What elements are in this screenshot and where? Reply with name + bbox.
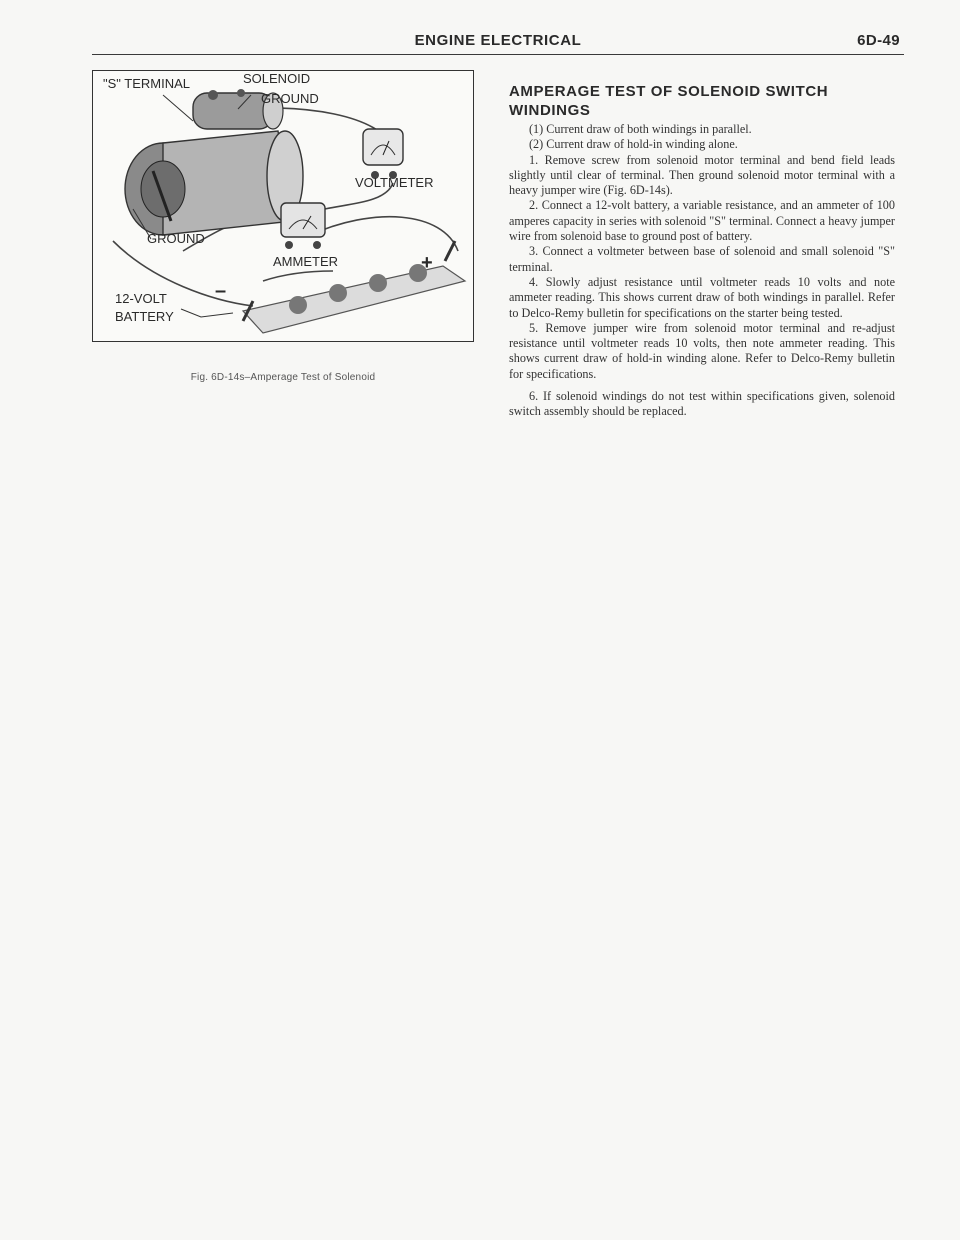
wiring-illustration: [93, 71, 473, 341]
motor-ground-label: GROUND: [147, 231, 205, 246]
page-header: [92, 30, 904, 55]
solenoid-test-figure: [92, 70, 474, 342]
negative-terminal-symbol: –: [215, 280, 227, 302]
voltmeter: [363, 129, 403, 179]
solenoid-ground-label: GROUND: [261, 91, 319, 106]
positive-terminal-symbol: +: [421, 252, 433, 274]
paragraph: (2) Current draw of hold-in winding alone.: [529, 137, 738, 152]
paragraph: 3. Connect a voltmeter between base of solenoid and small solenoid "S" terminal.: [509, 244, 895, 274]
section-title: ENGINE ELECTRICAL: [414, 32, 582, 49]
ammeter: [281, 203, 325, 249]
ammeter-label: AMMETER: [273, 254, 338, 269]
battery-label-line2: BATTERY: [115, 309, 174, 324]
paragraph: 6. If solenoid windings do not test within specifications given, solenoid switch assembly should be replaced.: [509, 389, 895, 419]
paragraph: 2. Connect a 12-volt battery, a variable resistance, and an ammeter of 100 amperes capacity in series with solenoid "S" terminal. Connect a heavy jumper wire from solenoid base to ground post of battery.: [509, 198, 895, 244]
paragraph: 5. Remove jumper wire from solenoid motor terminal and re-adjust resistance until voltmeter reads 10 volts, then note ammeter reading. This shows current draw of hold-in winding alone. Refer to Delco-Remy bulletin for specifications.: [509, 320, 895, 381]
procedure-section: [509, 82, 895, 420]
paragraph: 4. Slowly adjust resistance until voltmeter reads 10 volts and note ammeter reading. This shows current draw of both windings in parallel. Refer to Delco-Remy bulletin for specifications on the starter being tested.: [509, 274, 895, 320]
battery-label-line1: 12-VOLT: [115, 291, 167, 306]
solenoid-label: SOLENOID: [243, 71, 311, 86]
page-number: 6D-49: [857, 32, 900, 49]
section-heading: AMPERAGE TEST OF SOLENOID SWITCH WINDINGS: [509, 83, 829, 119]
s-terminal-label: "S" TERMINAL: [103, 76, 191, 91]
voltmeter-label: VOLTMETER: [355, 175, 434, 190]
starter-motor: [125, 131, 303, 235]
figure-caption: Fig. 6D-14s–Amperage Test of Solenoid: [190, 372, 376, 383]
paragraph: (1) Current draw of both windings in parallel.: [529, 122, 752, 136]
paragraph: 1. Remove screw from solenoid motor terminal and bend field leads slightly until clear of terminal. Then ground solenoid motor terminal with a heavy jumper wire (Fig. 6D-14s).: [509, 152, 895, 198]
